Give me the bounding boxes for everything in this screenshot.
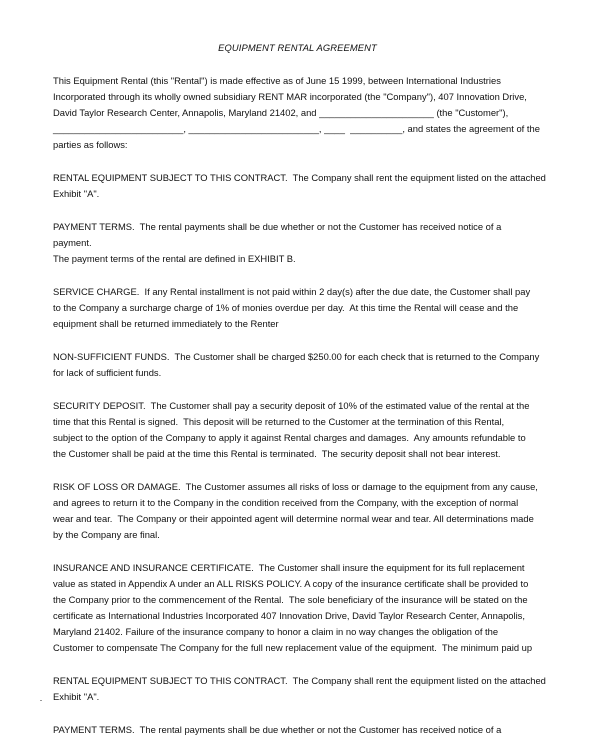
- paragraph-line: RISK OF LOSS OR DAMAGE. The Customer assumes all risks of loss or damage to the equipment from any cause,: [53, 481, 538, 492]
- document-body: [53, 73, 546, 738]
- paragraph-line: equipment shall be returned immediately to the Renter: [53, 318, 279, 329]
- paragraph-line: subject to the option of the Company to apply it against Rental charges and damages. Any amounts refundable to: [53, 432, 526, 443]
- paragraph-line: INSURANCE AND INSURANCE CERTIFICATE. The Customer shall insure the equipment for its full replacement: [53, 562, 525, 573]
- paragraph-line: the Customer shall be paid at the time this Rental is terminated. The security deposit shall not bear interest.: [53, 448, 501, 459]
- document-title: EQUIPMENT RENTAL AGREEMENT: [218, 42, 377, 53]
- paragraph-line: to the Company a surcharge charge of 1% of monies overdue per day. At this time the Rental will cease and the: [53, 302, 519, 313]
- paragraph-line: David Taylor Research Center, Annapolis, Maryland 21402, and ______________________ (the "Customer"),: [53, 107, 509, 118]
- paragraph-line: PAYMENT TERMS. The rental payments shall be due whether or not the Customer has received notice of a: [53, 724, 502, 735]
- paragraph-line: and agrees to return it to the Company in the condition received from the Company, with the exception of normal: [53, 497, 519, 508]
- paragraph-line: Maryland 21402. Failure of the insurance company to honor a claim in no way changes the obligation of the: [53, 626, 499, 637]
- paragraph-line: Customer to compensate The Company for the full new replacement value of the equipment. The minimum paid up: [53, 642, 533, 653]
- paragraph-line: parties as follows:: [53, 139, 128, 150]
- paragraph: [53, 73, 542, 153]
- paragraph: [53, 219, 542, 267]
- page-speck: [40, 700, 42, 701]
- paragraph-line: time that this Rental is signed. This deposit will be returned to the Customer at the termination of this Rental,: [53, 416, 505, 427]
- paragraph-line: for lack of sufficient funds.: [53, 367, 162, 378]
- paragraph: [53, 722, 542, 738]
- paragraph: [53, 284, 542, 332]
- paragraph-line: Incorporated through its wholly owned subsidiary RENT MAR incorporated (the "Company"), 407 Innovation Drive,: [53, 91, 527, 102]
- paragraph: [53, 673, 546, 705]
- paragraph-line: NON-SUFFICIENT FUNDS. The Customer shall be charged $250.00 for each check that is returned to the Company: [53, 351, 540, 362]
- paragraph-line: SERVICE CHARGE. If any Rental installment is not paid within 2 day(s) after the due date, the Customer shall pay: [53, 286, 531, 297]
- paragraph-line: RENTAL EQUIPMENT SUBJECT TO THIS CONTRACT. The Company shall rent the equipment listed on the attached: [53, 675, 546, 686]
- paragraph-line: This Equipment Rental (this "Rental") is made effective as of June 15 1999, between International Industries: [53, 75, 501, 86]
- paragraph-line: The payment terms of the rental are defined in EXHIBIT B.: [53, 253, 296, 264]
- paragraph-line: by the Company are final.: [53, 529, 160, 540]
- paragraph-line: RENTAL EQUIPMENT SUBJECT TO THIS CONTRACT. The Company shall rent the equipment listed on the attached: [53, 172, 546, 183]
- paragraph: [53, 349, 542, 381]
- paragraph-line: value as stated in Appendix A under an ALL RISKS POLICY. A copy of the insurance certificate shall be provided to: [53, 578, 529, 589]
- paragraph: [53, 170, 546, 202]
- paragraph-line: wear and tear. The Company or their appointed agent will determine normal wear and tear. All determinations made: [53, 513, 534, 524]
- paragraph: [53, 479, 542, 543]
- paragraph-line: certificate as International Industries Incorporated 407 Innovation Drive, David Taylor Research Center, Annapolis,: [53, 610, 525, 621]
- paragraph: [53, 398, 542, 462]
- paragraph-line: the Company prior to the commencement of the Rental. The sole beneficiary of the insurance will be stated on the: [53, 594, 528, 605]
- paragraph: [53, 560, 542, 656]
- paragraph-line: payment.: [53, 237, 92, 248]
- paragraph-line: Exhibit "A".: [53, 691, 100, 702]
- paragraph-line: SECURITY DEPOSIT. The Customer shall pay a security deposit of 10% of the estimated value of the rental at the: [53, 400, 530, 411]
- paragraph-line: Exhibit "A".: [53, 188, 100, 199]
- paragraph-line: _________________________, _________________________, ____ __________, and states the agreement of the: [53, 123, 540, 134]
- paragraph-line: PAYMENT TERMS. The rental payments shall be due whether or not the Customer has received notice of a: [53, 221, 502, 232]
